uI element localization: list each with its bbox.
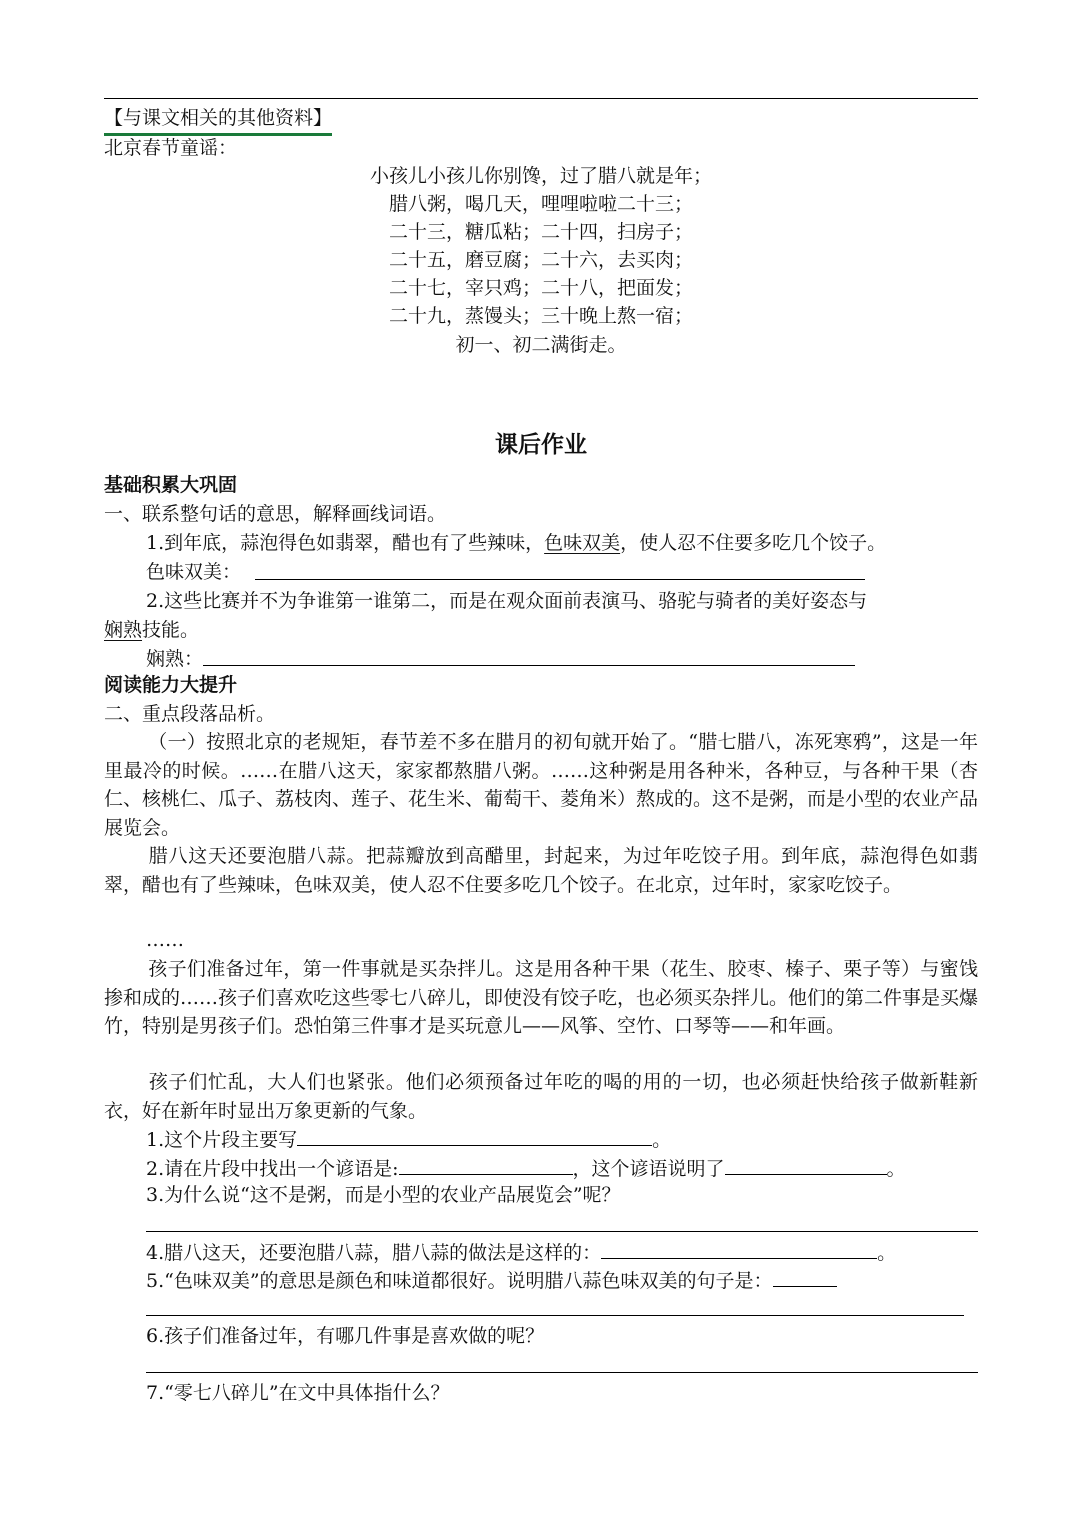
sub-question-3: 3.为什么说“这不是粥，而是小型的农业产品展览会”呢？ [146,1184,621,1206]
header-rule [104,98,978,99]
rhyme-line: 二十九，蒸馒头；三十晚上熬一宿； [388,305,693,327]
question-1-2: 2.这些比赛并不为争谁第一谁第二，而是在观众面前表演马、骆驼与骑者的美好姿态与 [146,590,868,612]
passage-ellipsis: …… [146,929,184,951]
answer-blank[interactable] [399,1154,573,1175]
passage-paragraph: 孩子们准备过年，第一件事就是买杂拌儿。这是用各种干果（花生、胶枣、榛子、栗子等）与蜜饯掺和成的……孩子们喜欢吃这些零七八碎儿，即使没有饺子吃，也必须买杂拌儿。他们的第二件事是买爆竹，特别是男孩子们。恐怕第三件事才是买玩意儿——风筝、空竹、口琴等——和年画。 [104,958,979,1037]
rhyme-intro: 北京春节童谣： [104,137,238,159]
answer-blank[interactable] [297,1125,652,1146]
sub-question-7: 7.“零七八碎儿”在文中具体指什么？ [146,1382,450,1404]
underlined-term: 色味双美 [544,532,621,554]
sub-question-2: 2.请在片段中找出一个谚语是: ，这个谚语说明了 。 [146,1154,906,1183]
rhyme-line: 小孩儿小孩儿你别馋，过了腊八就是年； [369,165,712,187]
sub-question-6: 6.孩子们准备过年，有哪几件事是喜欢做的呢？ [146,1325,545,1347]
sub-question-1: 1.这个片段主要写 。 [146,1125,671,1154]
rhyme-line: 二十七，宰只鸡；二十八，把面发； [388,277,693,299]
passage-paragraph: （一）按照北京的老规矩，春节差不多在腊月的初旬就开始了。“腊七腊八，冻死寒鸦”，这是一年里最冷的时候。……在腊八这天，家家都熬腊八粥。……这种粥是用各种米，各种豆，与各种干果（杏仁、核桃仁、瓜子、荔枝肉、莲子、花生米、葡萄干、菱角米）熬成的。这不是粥，而是小型的农业产品展览会。 [104,731,979,839]
answer-label-1: 色味双美： [146,561,242,583]
rhyme-line: 腊八粥，喝几天，哩哩啦啦二十三； [388,193,693,215]
sub-question-4: 4.腊八这天，还要泡腊八蒜，腊八蒜的做法是这样的： 。 [146,1238,896,1267]
rhyme-line: 初一、初二满街走。 [455,334,627,356]
page-title: 课后作业 [495,431,587,458]
question-2-heading: 二、重点段落品析。 [104,703,276,725]
rhyme-line: 二十三，糖瓜粘；二十四，扫房子； [388,221,693,243]
answer-label-2: 娴熟： [146,648,204,670]
answer-blank[interactable] [725,1154,887,1175]
question-1-2-cont: 娴熟技能。 [104,619,200,641]
section-heading-reading: 阅读能力大提升 [104,674,238,696]
answer-blank[interactable] [601,1238,877,1259]
answer-blank[interactable] [773,1266,837,1287]
answer-line[interactable] [203,665,855,666]
rhyme-line: 二十五，磨豆腐；二十六，去买肉； [388,249,693,271]
underlined-term: 娴熟 [104,619,143,641]
answer-line[interactable] [255,579,865,580]
answer-line[interactable] [146,1315,964,1316]
question-1-1: 1.到年底，蒜泡得色如翡翠，醋也有了些辣味，色味双美，使人忍不住要多吃几个饺子。 [146,532,887,554]
question-1-heading: 一、联系整句话的意思，解释画线词语。 [104,503,447,525]
answer-line[interactable] [146,1231,978,1232]
section-tag: 【与课文相关的其他资料】 [104,104,332,136]
passage-paragraph: 孩子们忙乱，大人们也紧张。他们必须预备过年吃的喝的用的一切，也必须赶快给孩子做新鞋新衣，好在新年时显出万象更新的气象。 [104,1071,978,1122]
sub-question-5: 5.“色味双美”的意思是颜色和味道都很好。说明腊八蒜色味双美的句子是： [146,1266,837,1295]
passage-paragraph: 腊八这天还要泡腊八蒜。把蒜瓣放到高醋里，封起来，为过年吃饺子用。到年底，蒜泡得色如翡翠，醋也有了些辣味，色味双美，使人忍不住要多吃几个饺子。在北京，过年时，家家吃饺子。 [104,845,978,896]
answer-line[interactable] [146,1372,978,1373]
section-heading-basic: 基础积累大巩固 [104,474,238,496]
